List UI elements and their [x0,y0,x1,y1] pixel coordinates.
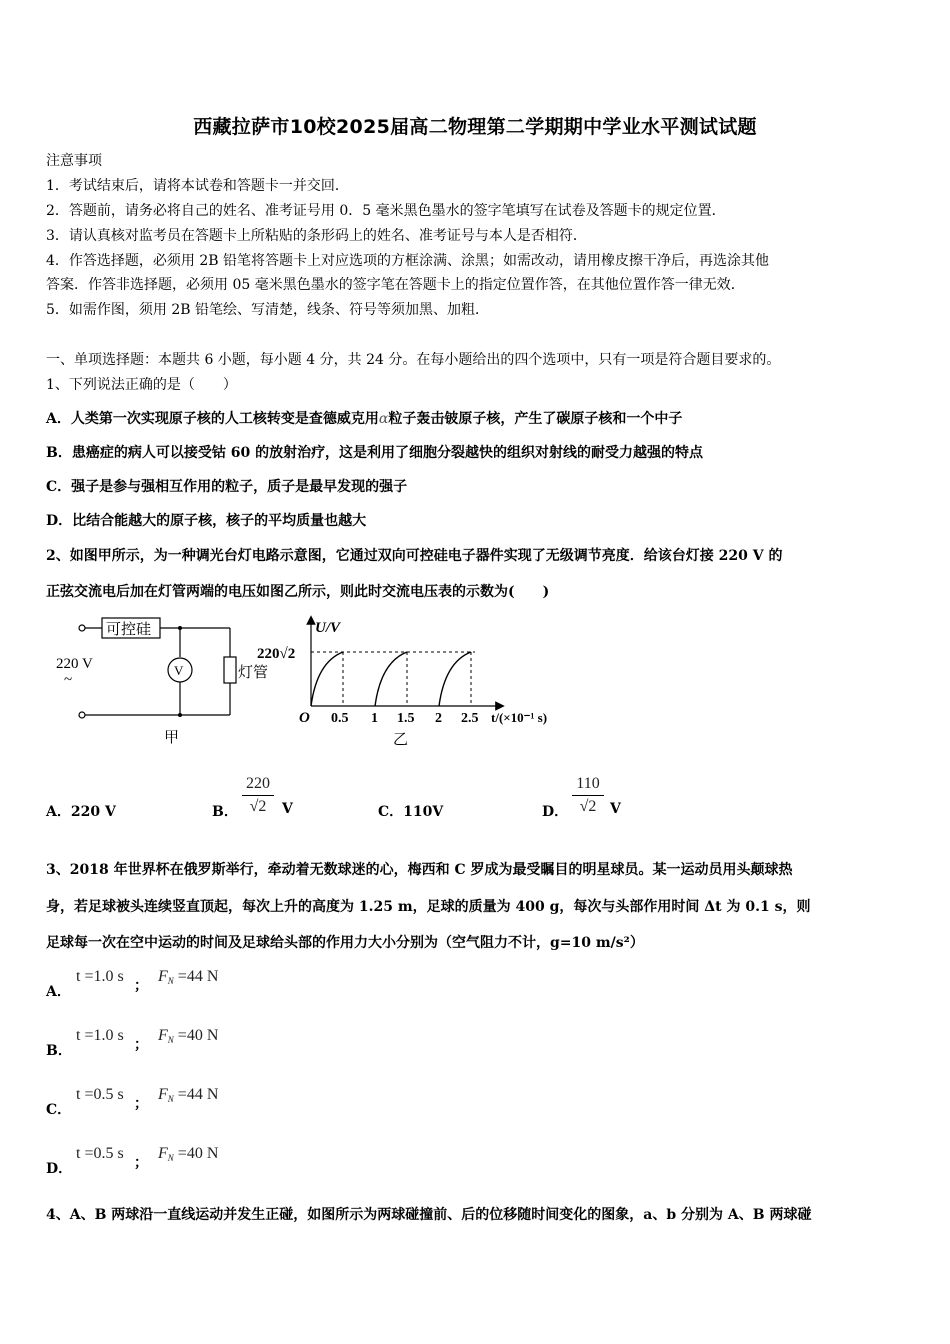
fraction-denominator: √2 [579,798,597,815]
q4-stem-line1: 4、A、B 两球沿一直线运动并发生正碰，如图所示为两球碰撞前、后的位移随时间变化的图象，a、b 分别为 A、B 两球碰 [46,1207,812,1223]
scr-label: 可控硅 [106,622,152,638]
q2-options [0,772,950,832]
fraction-numerator: 110 [576,775,600,792]
section-heading: 一、单项选择题：本题共 6 小题，每小题 4 分，共 24 分。在每小题给出的四个选项中，只有一项是符合题目要求的。 [46,352,781,368]
q1-option-c: C．强子是参与强相互作用的粒子，质子是最早发现的强子 [46,479,408,495]
q3-option-d-time: t =0.5 s [76,1145,124,1162]
q2-stem-line1: 2、如图甲所示，为一种调光台灯电路示意图，它通过双向可控硅电子器件实现了无级调节亮度．给该台灯接 220 V 的 [46,548,783,564]
notice-item-3: 3．请认真核对监考员在答题卡上所粘贴的条形码上的姓名、准考证号与本人是否相符． [46,228,587,244]
fraction-denominator: √2 [249,798,267,815]
voltmeter-label: V [174,663,184,678]
q3-option-c-label: C． [46,1102,72,1118]
circuit-caption: 甲 [164,730,180,746]
x-axis-label: t/(×10⁻¹ s) [491,710,548,725]
voltage-graph [255,612,575,752]
fraction-numerator: 220 [246,775,270,792]
q3-option-d-sep: ； [134,1155,148,1171]
lamp-label: 灯管 [238,665,269,681]
q2-option-b-unit: V [282,801,293,817]
q3-option-a-label: A． [46,984,71,1000]
q2-option-b-label: B． [212,804,238,820]
lamp-resistor [224,657,236,683]
q2-option-d-fraction [572,774,604,817]
q3-option-b-force: $F_N =40$ N [158,1027,219,1045]
q3-option-b-label: B． [46,1043,72,1059]
terminal-top [79,625,85,631]
q2-option-b-fraction [242,774,274,817]
q1-option-d: D．比结合能越大的原子核，核子的平均质量也越大 [46,513,367,529]
x-tick-0.5: 0.5 [331,711,349,726]
notice-item-1: 1．考试结束后，请将本试卷和答题卡一并交回． [46,178,349,194]
q3-option-d-force: $F_N =40$ N [158,1145,219,1163]
notice-item-2: 2．答题前，请务必将自己的姓名、准考证号用 0．5 毫米黑色墨水的签字笔填写在试卷及答题卡的规定位置． [46,203,726,219]
x-tick-1.5: 1.5 [397,711,415,726]
source-label: 220 V [56,656,93,672]
y-axis-label: U/V [315,620,341,636]
q3-option-c-time: t =0.5 s [76,1086,124,1103]
q3-stem-line3: 足球每一次在空中运动的时间及足球给头部的作用力大小分别为（空气阻力不计，g=10 m/s²） [46,935,644,951]
q1-option-a-post: 粒子轰击铍原子核，产生了碳原子核和一个中子 [388,411,683,427]
q3-option-a-sep: ； [134,978,148,994]
q3-stem-line1: 3、2018 年世界杯在俄罗斯举行，牵动着无数球迷的心，梅西和 C 罗成为最受瞩目的明星球员。某一运动员用头颠球热 [46,862,793,878]
q3-option-a-force: $F_N =44$ N [158,968,219,986]
q2-option-d-label: D． [542,804,569,820]
q1-option-b: B．患癌症的病人可以接受钴 60 的放射治疗，这是利用了细胞分裂越快的组织对射线的耐受力越强的特点 [46,445,704,461]
q3-option-c-force: $F_N =44$ N [158,1086,219,1104]
origin-label: O [299,710,310,726]
q3-option-b-sep: ； [134,1037,148,1053]
alpha-symbol: α [378,411,389,427]
q2-option-c: C．110V [378,804,444,820]
q3-stem-line2: 身，若足球被头连续竖直顶起，每次上升的高度为 1.25 m，足球的质量为 400 g，每次与头部作用时间 Δt 为 0.1 s，则 [46,899,811,915]
x-tick-1: 1 [371,711,378,726]
q1-option-a-pre: A．人类第一次实现原子核的人工核转变是查德威克用 [46,411,379,427]
graph-caption: 乙 [393,732,409,748]
q3-option-d-label: D． [46,1161,73,1177]
page-title: 西藏拉萨市10校2025届高二物理第二学期期中学业水平测试试题 [193,116,757,138]
notice-item-4: 4．作答选择题，必须用 2B 铅笔将答题卡上对应选项的方框涂满、涂黑；如需改动，请用橡皮擦干净后，再选涂其他 [46,253,769,269]
terminal-bottom [79,712,85,718]
q3-option-a-time: t =1.0 s [76,968,124,985]
waveform-segment-2 [375,652,407,706]
x-tick-2.5: 2.5 [461,711,479,726]
peak-label: 220√2 [257,646,296,662]
notice-heading: 注意事项 [46,153,102,169]
q1-option-a [46,409,682,429]
x-tick-2: 2 [435,711,442,726]
q2-option-a: A．220 V [46,804,116,820]
waveform-segment-1 [311,652,343,706]
waveform-segment-3 [439,652,471,706]
q3-option-b-time: t =1.0 s [76,1027,124,1044]
notice-item-4-cont: 答案．作答非选择题，必须用 05 毫米黑色墨水的签字笔在答题卡上的指定位置作答，在其他位置作答一律无效． [46,277,745,293]
notice-item-5: 5．如需作图，须用 2B 铅笔绘、写清楚，线条、符号等须加黑、加粗． [46,302,490,318]
q2-option-d-unit: V [610,801,621,817]
q1-stem: 1、下列说法正确的是（ ） [46,377,237,393]
q3-option-c-sep: ； [134,1096,148,1112]
source-tilde: ~ [64,672,73,688]
q2-stem-line2: 正弦交流电后加在灯管两端的电压如图乙所示，则此时交流电压表的示数为( ) [46,584,550,600]
